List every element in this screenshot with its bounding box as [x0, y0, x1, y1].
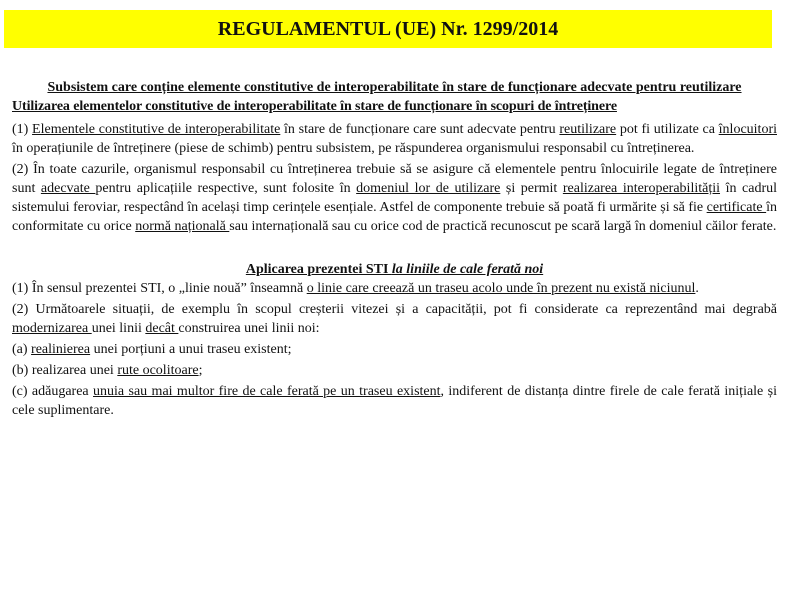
underlined-term: certificate — [706, 200, 767, 215]
text-run: pentru aplicațiile respective, sunt folosite în — [95, 181, 357, 196]
text-run: (a) — [12, 342, 32, 357]
underlined-term: unuia sau mai multor fire de cale ferată pe un traseu existent — [93, 384, 441, 399]
text-run: (2) Următoarele situații, de exemplu în scopul creșterii vitezei și a capacității, pot fi considerate ca reprezentând mai degrabă — [12, 302, 777, 317]
underlined-term: reutilizare — [559, 122, 617, 137]
text-run: în operațiunile de întreținere (piese de schimb) pentru subsistem, pe răspunderea organismului responsabil cu întreținerea. — [12, 141, 695, 156]
text-run: în conformitate cu orice — [12, 200, 778, 234]
text-run: (1) — [12, 122, 33, 137]
text-run: . — [695, 281, 699, 296]
text-run: unei linii — [91, 321, 146, 336]
text-run: în cadrul sistemului feroviar, respectând în același timp cerințele esențiale. Astfel de componente trebuie să poată fi urmărite și să fie — [12, 181, 777, 215]
section1-paragraph-1 — [12, 120, 777, 158]
section1-paragraph-2 — [12, 160, 777, 236]
section2-paragraph-1 — [12, 279, 777, 298]
underlined-term: înlocuitori — [718, 122, 777, 137]
underlined-term: adecvate — [40, 181, 96, 196]
text-run: ; — [198, 363, 203, 378]
underlined-term: modernizarea — [12, 321, 92, 336]
section1-heading: Subsistem care conține elemente constitutive de interoperabilitate în stare de funcționare adecvate pentru reutilizare — [47, 80, 742, 95]
text-run: sau internațională sau cu orice cod de practică recunoscut pe scară largă în domeniul căilor ferate. — [229, 219, 777, 234]
list-item-b — [12, 361, 777, 380]
underlined-term: Elementele constitutive de interoperabilitate — [32, 122, 281, 137]
section2-paragraph-2 — [12, 300, 777, 338]
section2-heading — [12, 260, 777, 279]
heading-run-italic: la liniile de cale ferată noi — [391, 262, 544, 277]
text-run: unei porțiuni a unui traseu existent; — [90, 342, 292, 357]
underlined-term: domeniul lor de utilizare — [356, 181, 501, 196]
text-run: (c) adăugarea — [12, 384, 94, 399]
document-title: REGULAMENTUL (UE) Nr. 1299/2014 — [217, 18, 559, 40]
text-run: construirea unei linii noi: — [178, 321, 320, 336]
list-item-c — [12, 382, 777, 420]
title-banner — [4, 10, 772, 48]
text-run: (b) realizarea unei — [12, 363, 118, 378]
underlined-term: realizarea interoperabilității — [562, 181, 721, 196]
text-run: pot fi utilizate ca — [616, 122, 719, 137]
underlined-term: rute ocolitoare — [117, 363, 199, 378]
underlined-term: o linie care creează un traseu acolo unde în prezent nu există niciunul — [306, 281, 696, 296]
text-run: și permit — [500, 181, 563, 196]
text-run: în stare de funcționare care sunt adecvate pentru — [280, 122, 560, 137]
text-run: , indiferent de distanța dintre firele de cale ferată inițiale și cele suplimentare. — [12, 384, 777, 418]
heading-run: Aplicarea prezentei STI — [245, 262, 392, 277]
text-run: (1) În sensul prezentei STI, o „linie nouă” înseamnă — [12, 281, 307, 296]
underlined-term: normă națională — [135, 219, 230, 234]
section-spacer — [12, 238, 777, 260]
section1-subheading: Utilizarea elementelor constitutive de interoperabilitate în stare de funcționare în scopuri de întreținere — [12, 99, 617, 114]
text-run: (2) În toate cazurile, organismul responsabil cu întreținerea trebuie să se asigure că elementele pentru înlocuirile legate de întreținere sunt — [12, 162, 777, 196]
list-item-a — [12, 340, 777, 359]
underlined-term: decât — [145, 321, 179, 336]
document-body — [12, 78, 777, 422]
underlined-term: realinierea — [31, 342, 91, 357]
